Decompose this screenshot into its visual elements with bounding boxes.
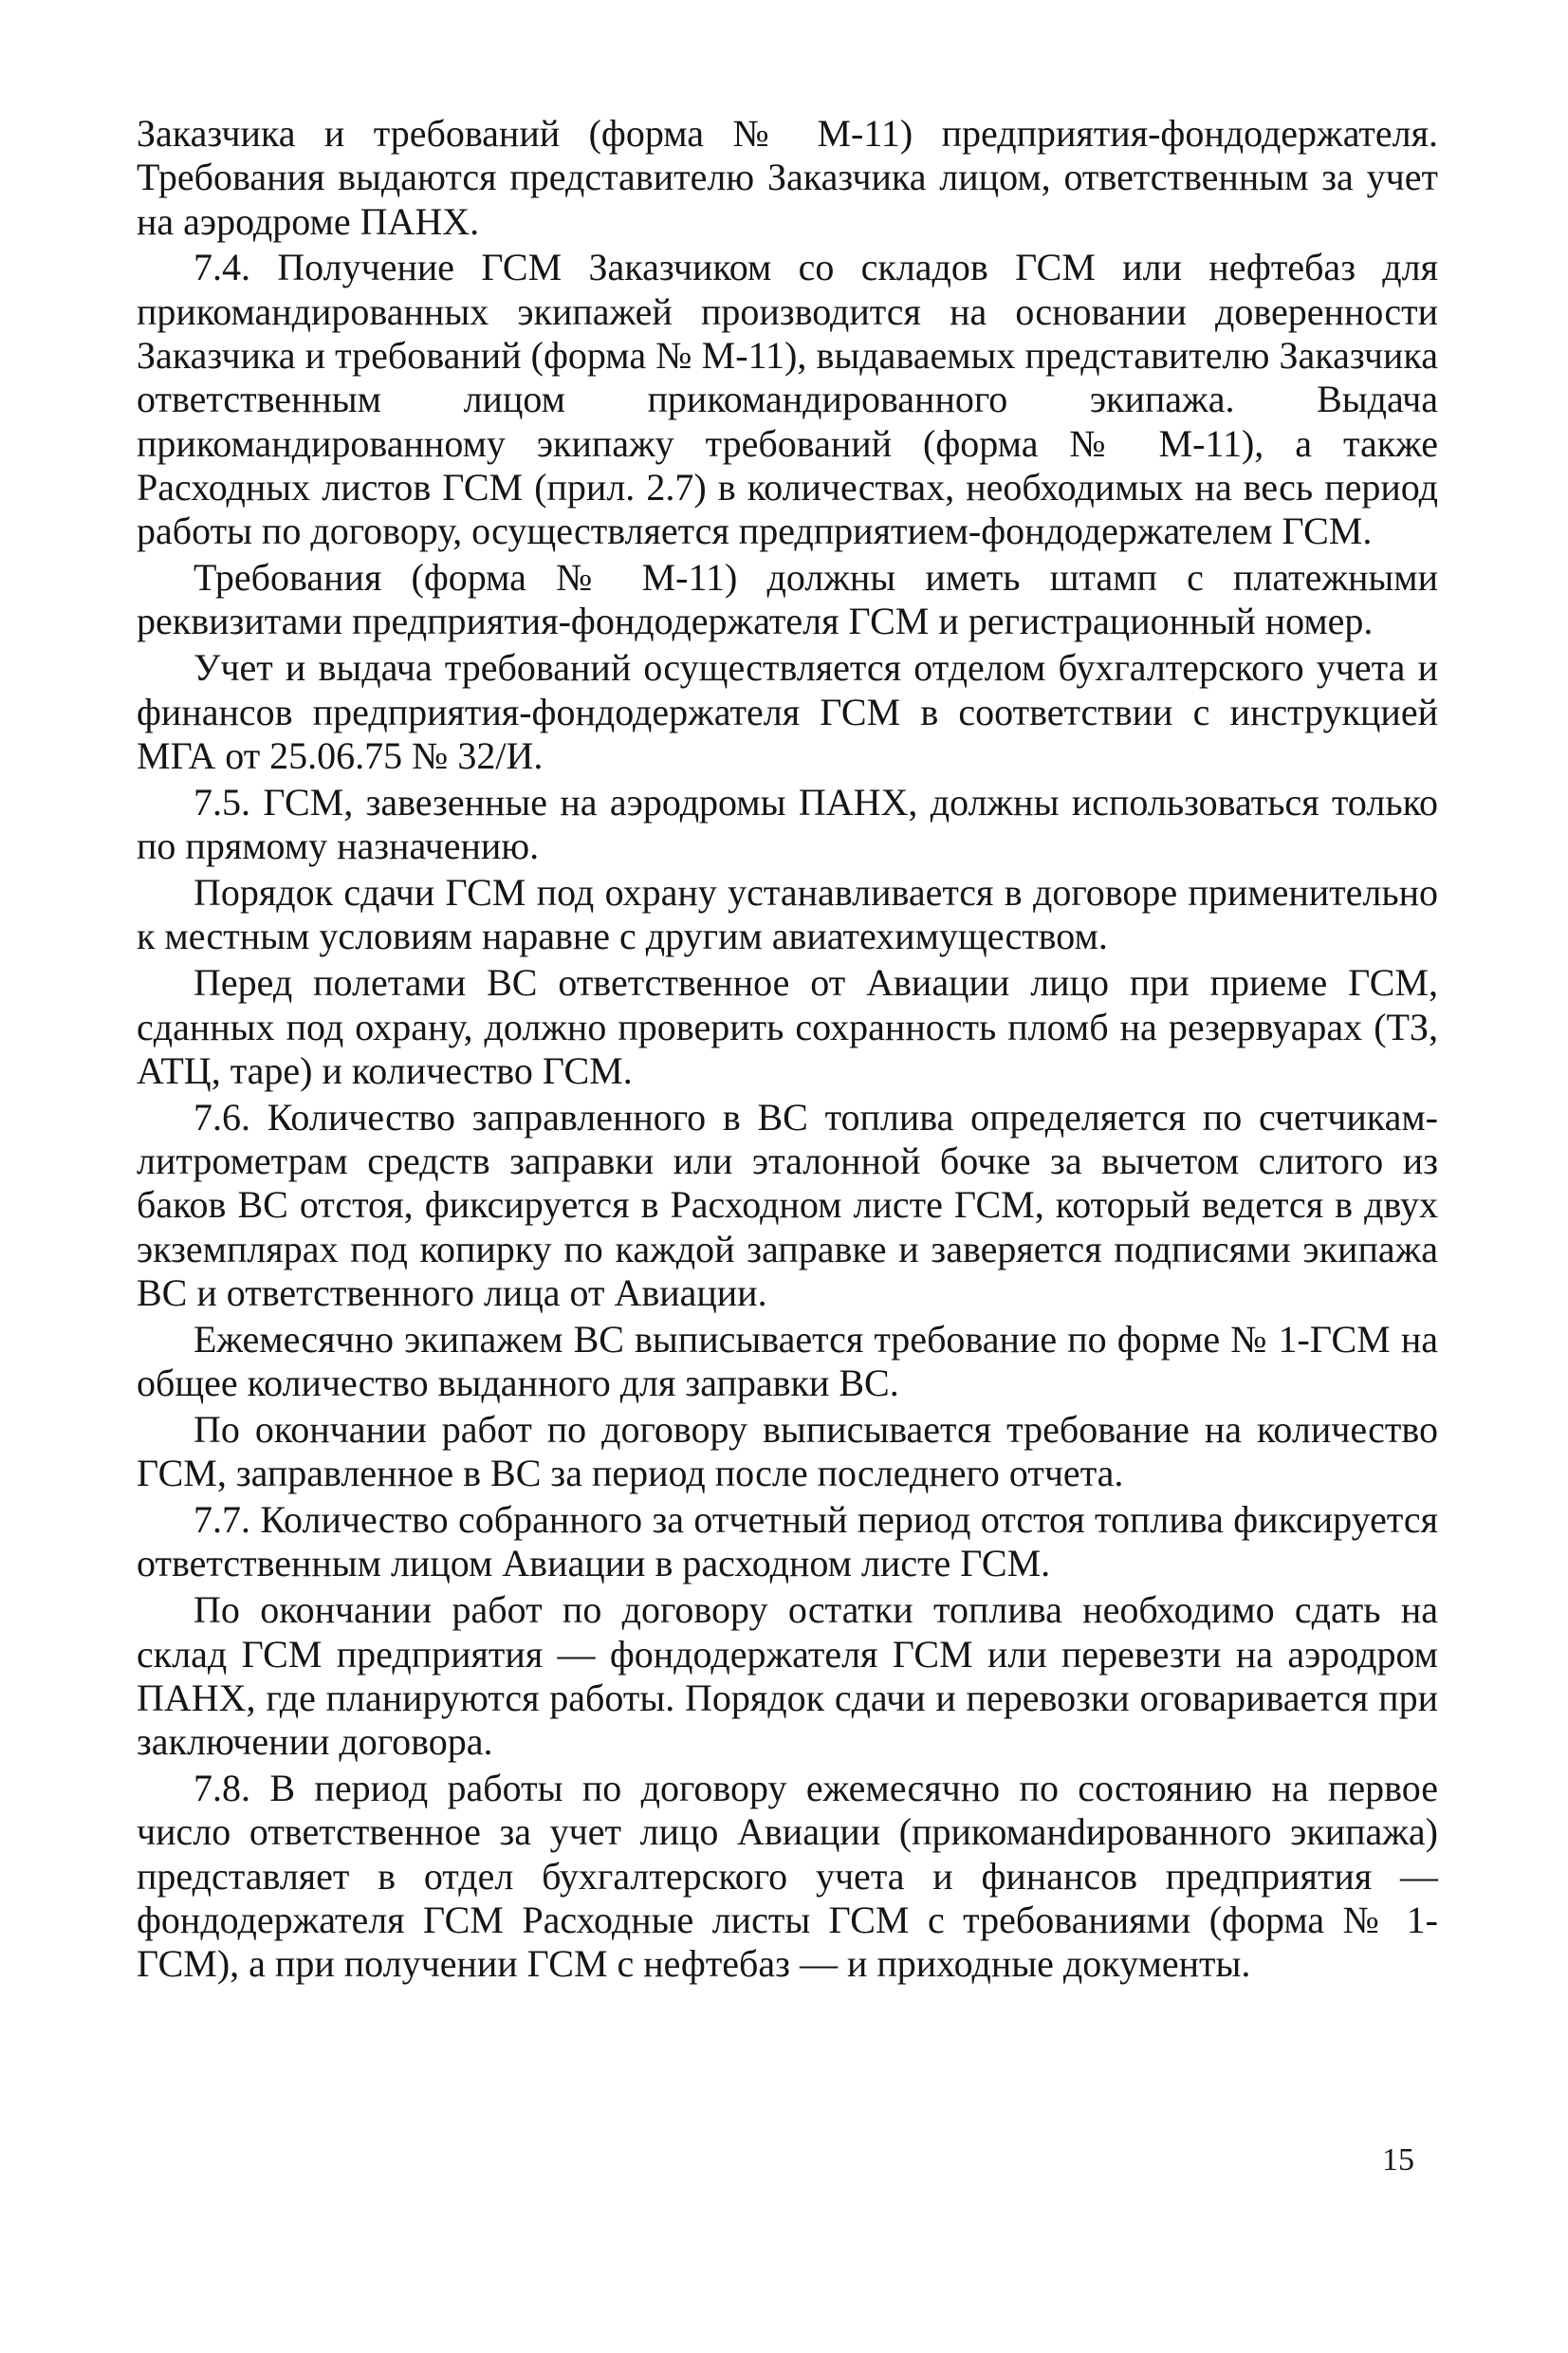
paragraph-requirements-stamp: Требования (форма № М-11) должны иметь штамп с платежными реквизитами предприятия-фондодержателя ГСМ и регистрационный номер. <box>137 556 1438 643</box>
paragraph-7-6: 7.6. Количество заправленного в ВС топлива определяется по счетчикам-литрометрам средств заправки или эталонной бочке за вычетом слитого из баков ВС отстоя, фиксируется в Расходном листе ГСМ, который ведется в двух экземплярах под копирку по каждой заправке и заверяется подписями экипажа ВС и ответственного лица от Авиации. <box>137 1095 1438 1314</box>
paragraph-7-8: 7.8. В период работы по договору ежемесячно по состоянию на первое число ответственное за учет лицо Авиации (прикоманdированного экипажа) представляет в отдел бухгалтерского учета и финансов предприятия — фондодержателя ГСМ Расходные листы ГСМ с требованиями (форма № 1-ГСМ), а при получении ГСМ с нефтебаз — и приходные документы. <box>137 1767 1438 1986</box>
paragraph-fuel-remains: По окончании работ по договору остатки топлива необходимо сдать на склад ГСМ предприятия — фондодержателя ГСМ или перевезти на аэродром ПАНХ, где планируются работы. Порядок сдачи и перевозки оговаривается при заключении договора. <box>137 1588 1438 1764</box>
paragraph-7-5: 7.5. ГСМ, завезенные на аэродромы ПАНХ, должны использоваться только по прямому назначению. <box>137 780 1438 868</box>
paragraph-contract-end-requirement: По окончании работ по договору выписывается требование на количество ГСМ, заправленное в ВС за период после последнего отчета. <box>137 1407 1438 1495</box>
body-text <box>137 112 1438 1989</box>
paragraph-7-7: 7.7. Количество собранного за отчетный период отстоя топлива фиксируется ответственным лицом Авиации в расходном листе ГСМ. <box>137 1498 1438 1585</box>
paragraph-monthly-requirement: Ежемесячно экипажем ВС выписывается требование по форме № 1-ГСМ на общее количество выданного для заправки ВС. <box>137 1317 1438 1405</box>
paragraph-guard-order: Порядок сдачи ГСМ под охрану устанавливается в договоре применительно к местным условиям наравне с другим авиатехимуществом. <box>137 871 1438 958</box>
page-number: 15 <box>1382 2142 1414 2177</box>
paragraph-before-flights: Перед полетами ВС ответственное от Авиации лицо при приеме ГСМ, сданных под охрану, должно проверить сохранность пломб на резервуарах (ТЗ, АТЦ, таре) и количество ГСМ. <box>137 961 1438 1092</box>
paragraph-7-4: 7.4. Получение ГСМ Заказчиком со складов ГСМ или нефтебаз для прикомандированных экипажей производится на основании доверенности Заказчика и требований (форма № М-11), выдаваемых представителю Заказчика ответственным лицом прикомандированного экипажа. Выдача прикомандированному экипажу требований (форма № М-11), а также Расходных листов ГСМ (прил. 2.7) в количествах, необходимых на весь период работы по договору, осуществляется предприятием-фондодержателем ГСМ. <box>137 246 1438 553</box>
paragraph-continuation: Заказчика и требований (форма № М-11) предприятия-фондодержателя. Требования выдаются представителю Заказчика лицом, ответственным за учет на аэродроме ПАНХ. <box>137 112 1438 243</box>
paragraph-accounting: Учет и выдача требований осуществляется отделом бухгалтерского учета и финансов предприятия-фондодержателя ГСМ в соответствии с инструкцией МГА от 25.06.75 № 32/И. <box>137 646 1438 777</box>
